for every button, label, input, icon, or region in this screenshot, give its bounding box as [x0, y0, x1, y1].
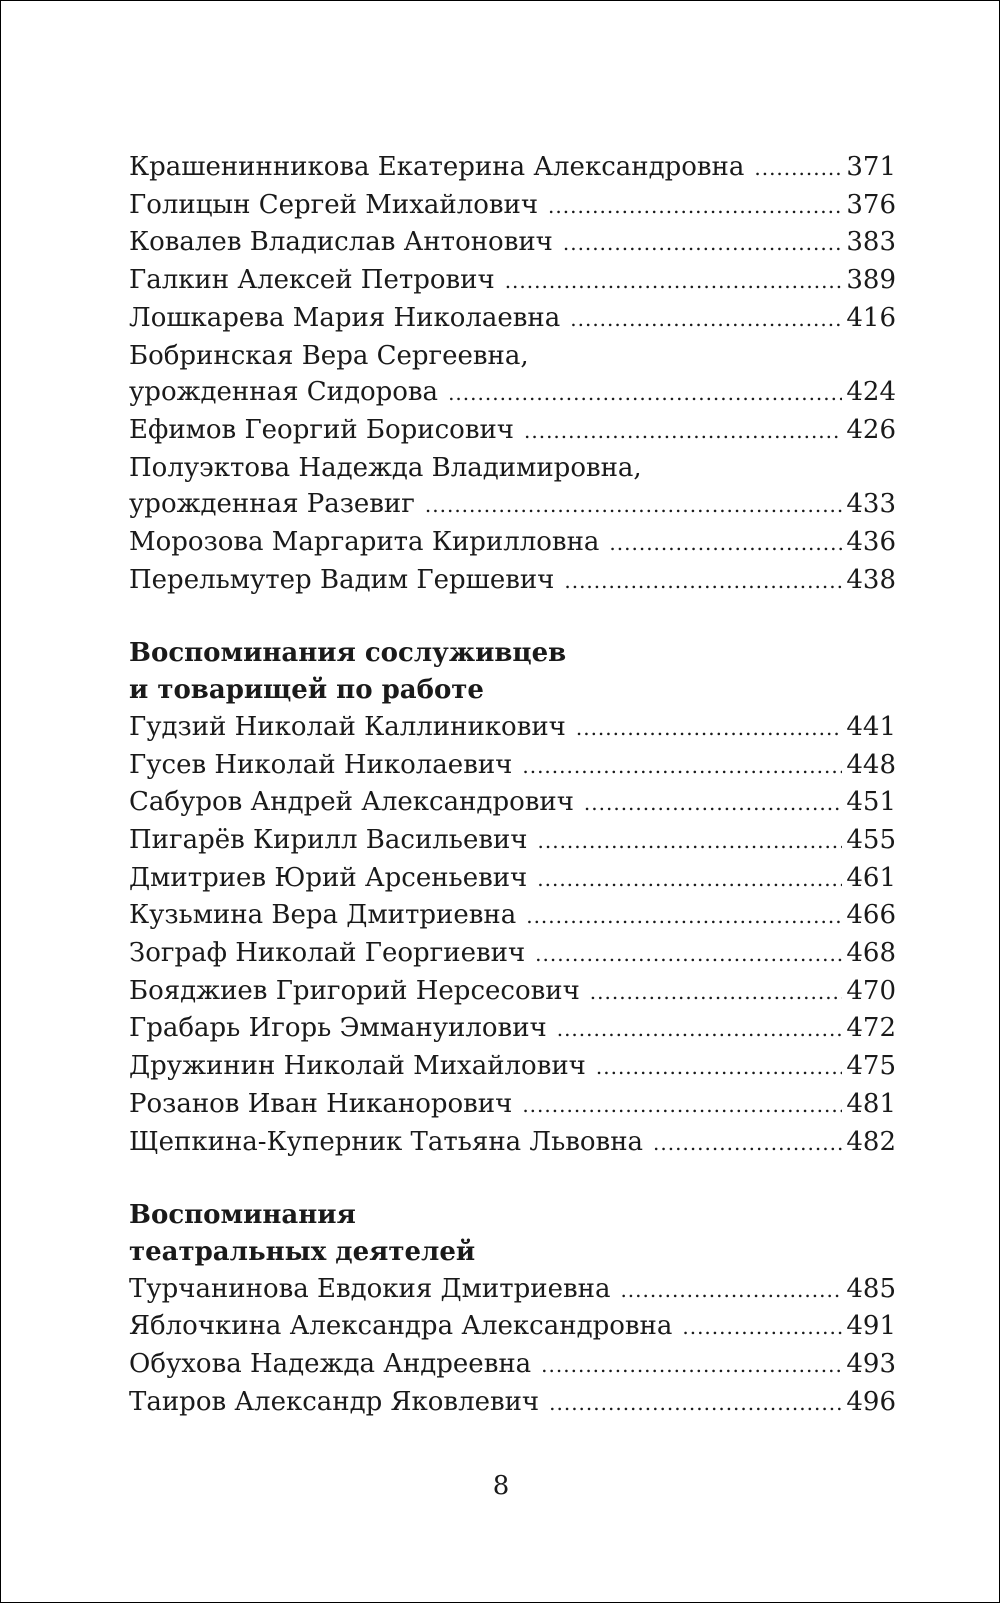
entry-name: Кузьмина Вера Дмитриевна [129, 900, 517, 931]
toc-group-1 [129, 149, 896, 599]
entry-name: Пигарёв Кирилл Васильевич [129, 824, 528, 855]
dot-leader [524, 413, 842, 450]
dot-leader [563, 225, 843, 262]
entry-page: 461 [846, 862, 896, 893]
dot-leader [535, 936, 842, 973]
page-number: 8 [492, 1471, 510, 1501]
entry-page: 481 [846, 1088, 896, 1119]
dot-leader [590, 974, 843, 1011]
entry-name: Дружинин Николай Михайлович [129, 1051, 586, 1082]
toc-entry [129, 860, 896, 898]
entry-name: Гусев Николай Николаевич [129, 749, 513, 780]
entry-name: Ковалев Владислав Антонович [129, 227, 553, 258]
toc-entry [129, 784, 896, 822]
entry-page: 416 [846, 302, 896, 333]
toc-entry [129, 897, 896, 935]
entry-name: Яблочкина Александра Александровна [129, 1311, 673, 1342]
dot-leader [564, 563, 842, 600]
entry-page: 376 [846, 189, 896, 220]
entry-page: 468 [846, 938, 896, 969]
entry-name: Морозова Маргарита Кирилловна [129, 527, 600, 558]
entry-page: 455 [846, 824, 896, 855]
entry-page: 438 [846, 564, 896, 595]
dot-leader [549, 1385, 842, 1422]
toc-entry [129, 709, 896, 747]
entry-page: 433 [846, 489, 896, 520]
dot-leader [584, 785, 842, 822]
entry-name: Таиров Александр Яковлевич [129, 1386, 540, 1417]
section-heading: Воспоминания [129, 1200, 356, 1231]
toc-entry [129, 562, 896, 600]
entry-name: Гудзий Николай Каллиникович [129, 711, 566, 742]
entry-page: 475 [846, 1051, 896, 1082]
entry-page: 448 [846, 749, 896, 780]
entry-name: Розанов Иван Никанорович [129, 1088, 513, 1119]
entry-name-first-line: Полуэктова Надежда Владимировна, [129, 452, 642, 483]
entry-name: Ефимов Георгий Борисович [129, 414, 514, 445]
section-spacer [129, 599, 896, 635]
toc-entry [129, 187, 896, 225]
dot-leader [541, 1347, 842, 1384]
dot-leader [570, 301, 842, 338]
entry-page: 451 [846, 787, 896, 818]
entry-name: урожденная Сидорова [129, 377, 439, 408]
entry-name: Голицын Сергей Михайлович [129, 189, 539, 220]
toc-group-2 [129, 635, 896, 1161]
table-of-contents [129, 149, 896, 1422]
dot-leader [448, 375, 842, 412]
entry-page: 389 [846, 265, 896, 296]
entry-page: 424 [846, 377, 896, 408]
toc-entry [129, 1384, 896, 1422]
toc-entry [129, 224, 896, 262]
dot-leader [682, 1309, 842, 1346]
toc-entry [129, 149, 896, 187]
dot-leader [505, 263, 843, 300]
dot-leader [557, 1011, 843, 1048]
section-heading: Воспоминания сослуживцев [129, 638, 567, 669]
entry-name-first-line: Бобринская Вера Сергеевна, [129, 340, 529, 371]
section-heading-continued: и товарищей по работе [129, 675, 484, 706]
toc-entry [129, 935, 896, 973]
dot-leader [425, 487, 842, 524]
dot-leader [653, 1125, 842, 1162]
dot-leader [526, 898, 842, 935]
toc-entry [129, 1048, 896, 1086]
toc-entry [129, 747, 896, 785]
entry-name: Перельмутер Вадим Гершевич [129, 564, 555, 595]
dot-leader [609, 525, 842, 562]
toc-entry [129, 1010, 896, 1048]
section-spacer [129, 1161, 896, 1197]
toc-entry [129, 1086, 896, 1124]
entry-page: 491 [846, 1311, 896, 1342]
entry-page: 496 [846, 1386, 896, 1417]
dot-leader [537, 861, 842, 898]
toc-entry [129, 1346, 896, 1384]
entry-page: 485 [846, 1273, 896, 1304]
toc-entry [129, 300, 896, 338]
toc-entry [129, 486, 896, 524]
entry-page: 470 [846, 975, 896, 1006]
toc-entry [129, 822, 896, 860]
dot-leader [522, 1087, 842, 1124]
entry-page: 482 [846, 1126, 896, 1157]
toc-entry [129, 1271, 896, 1309]
toc-entry [129, 1308, 896, 1346]
entry-name: Сабуров Андрей Александрович [129, 787, 574, 818]
section-heading-continued: театральных деятелей [129, 1236, 476, 1267]
toc-group-3 [129, 1197, 896, 1421]
dot-leader [620, 1272, 842, 1309]
entry-name: Грабарь Игорь Эммануилович [129, 1013, 547, 1044]
dot-leader [538, 823, 843, 860]
entry-name: Дмитриев Юрий Арсеньевич [129, 862, 528, 893]
entry-page: 472 [846, 1013, 896, 1044]
entry-page: 441 [846, 711, 896, 742]
entry-name: Лошкарева Мария Николаевна [129, 302, 561, 333]
toc-entry [129, 1124, 896, 1162]
entry-name: урожденная Разевиг [129, 489, 415, 520]
entry-name: Щепкина-Куперник Татьяна Львовна [129, 1126, 644, 1157]
entry-page: 383 [846, 227, 896, 258]
dot-leader [548, 188, 842, 225]
entry-name: Обухова Надежда Андреевна [129, 1349, 532, 1380]
entry-name: Галкин Алексей Петрович [129, 265, 495, 296]
entry-page: 493 [846, 1349, 896, 1380]
toc-entry [129, 262, 896, 300]
toc-entry [129, 374, 896, 412]
entry-name: Крашенинникова Екатерина Александровна [129, 152, 745, 182]
entry-page: 371 [846, 152, 896, 182]
toc-entry [129, 412, 896, 450]
dot-leader [576, 710, 843, 747]
entry-name: Турчанинова Евдокия Дмитриевна [129, 1273, 611, 1304]
entry-name: Зограф Николай Георгиевич [129, 938, 526, 969]
entry-page: 466 [846, 900, 896, 931]
dot-leader [754, 150, 842, 187]
entry-page: 426 [846, 414, 896, 445]
dot-leader [522, 748, 842, 785]
dot-leader [596, 1049, 842, 1086]
toc-entry [129, 524, 896, 562]
entry-name: Бояджиев Григорий Нерсесович [129, 975, 580, 1006]
toc-entry [129, 973, 896, 1011]
entry-page: 436 [846, 527, 896, 558]
